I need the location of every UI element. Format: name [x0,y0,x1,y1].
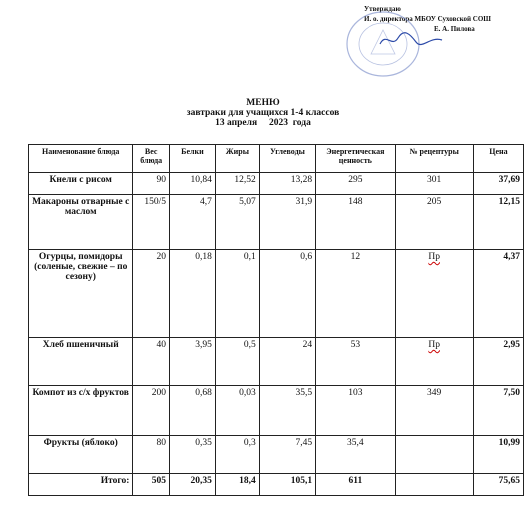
menu-subtitle: завтраки для учащихся 1-4 классов [186,108,340,118]
dish-protein: 4,7 [169,195,215,250]
dish-weight: 20 [133,250,170,338]
total-carbs: 105,1 [259,474,315,496]
dish-recipe [395,436,473,474]
dish-name: Макароны отварные с маслом [29,195,133,250]
header-price: Цена [473,145,523,173]
dish-price: 12,15 [473,195,523,250]
total-price: 75,65 [473,474,523,496]
header-recipe: № рецептуры [395,145,473,173]
approval-title: Утверждаю [364,5,401,13]
dish-weight: 200 [133,386,170,436]
dish-recipe [395,338,473,386]
total-row [29,474,524,496]
dish-protein: 0,18 [169,250,215,338]
dish-carbs: 0,6 [259,250,315,338]
dish-carbs: 35,5 [259,386,315,436]
dish-protein: 3,95 [169,338,215,386]
total-protein: 20,35 [169,474,215,496]
dish-protein: 0,35 [169,436,215,474]
dish-name: Кнели с рисом [29,173,133,195]
dish-name: Фрукты (яблоко) [29,436,133,474]
dish-fat: 5,07 [215,195,259,250]
dish-fat: 0,03 [215,386,259,436]
menu-title: МЕНЮ [246,98,280,108]
dish-name: Хлеб пшеничный [29,338,133,386]
recipe-code: Пр [428,252,440,262]
dish-name: Компот из с/х фруктов [29,386,133,436]
dish-price: 2,95 [473,338,523,386]
dish-weight: 80 [133,436,170,474]
handwritten-signature [376,28,446,50]
header-fat: Жиры [215,145,259,173]
total-recipe [395,474,473,496]
dish-recipe: 205 [395,195,473,250]
menu-date: 13 апреля 2023 года [215,118,311,128]
dish-carbs: 13,28 [259,173,315,195]
dish-recipe: 301 [395,173,473,195]
table-row [29,173,524,195]
table-row [29,250,524,338]
total-weight: 505 [133,474,170,496]
header-protein: Белки [169,145,215,173]
dish-energy: 295 [316,173,395,195]
table-row [29,195,524,250]
total-fat: 18,4 [215,474,259,496]
dish-fat: 0,3 [215,436,259,474]
table-header-row [29,145,524,173]
approval-position: И. о. директора МБОУ Суховской СОШ [364,15,491,23]
header-dish-name: Наименование блюда [29,145,133,173]
dish-weight: 150/5 [133,195,170,250]
dish-energy: 12 [316,250,395,338]
dish-price: 7,50 [473,386,523,436]
dish-protein: 0,68 [169,386,215,436]
table-row [29,436,524,474]
header-energy: Энергетическая ценность [316,145,395,173]
dish-weight: 40 [133,338,170,386]
dish-fat: 12,52 [215,173,259,195]
dish-energy: 35,4 [316,436,395,474]
dish-carbs: 31,9 [259,195,315,250]
dish-recipe [395,250,473,338]
dish-name: Огурцы, помидоры (соленые, свежие – по сезону) [29,250,133,338]
dish-fat: 0,5 [215,338,259,386]
total-energy: 611 [316,474,395,496]
dish-recipe: 349 [395,386,473,436]
approval-name: Е. А. Пилова [434,25,475,33]
dish-weight: 90 [133,173,170,195]
dish-price: 4,37 [473,250,523,338]
dish-price: 37,69 [473,173,523,195]
dish-fat: 0,1 [215,250,259,338]
dish-energy: 148 [316,195,395,250]
table-row [29,386,524,436]
dish-protein: 10,84 [169,173,215,195]
header-weight: Вес блюда [133,145,170,173]
header-carbs: Углеводы [259,145,315,173]
menu-table [28,144,524,496]
dish-energy: 53 [316,338,395,386]
dish-price: 10,99 [473,436,523,474]
table-row [29,338,524,386]
dish-carbs: 24 [259,338,315,386]
dish-carbs: 7,45 [259,436,315,474]
recipe-code: Пр [428,340,440,350]
total-label: Итого: [29,474,133,496]
dish-energy: 103 [316,386,395,436]
